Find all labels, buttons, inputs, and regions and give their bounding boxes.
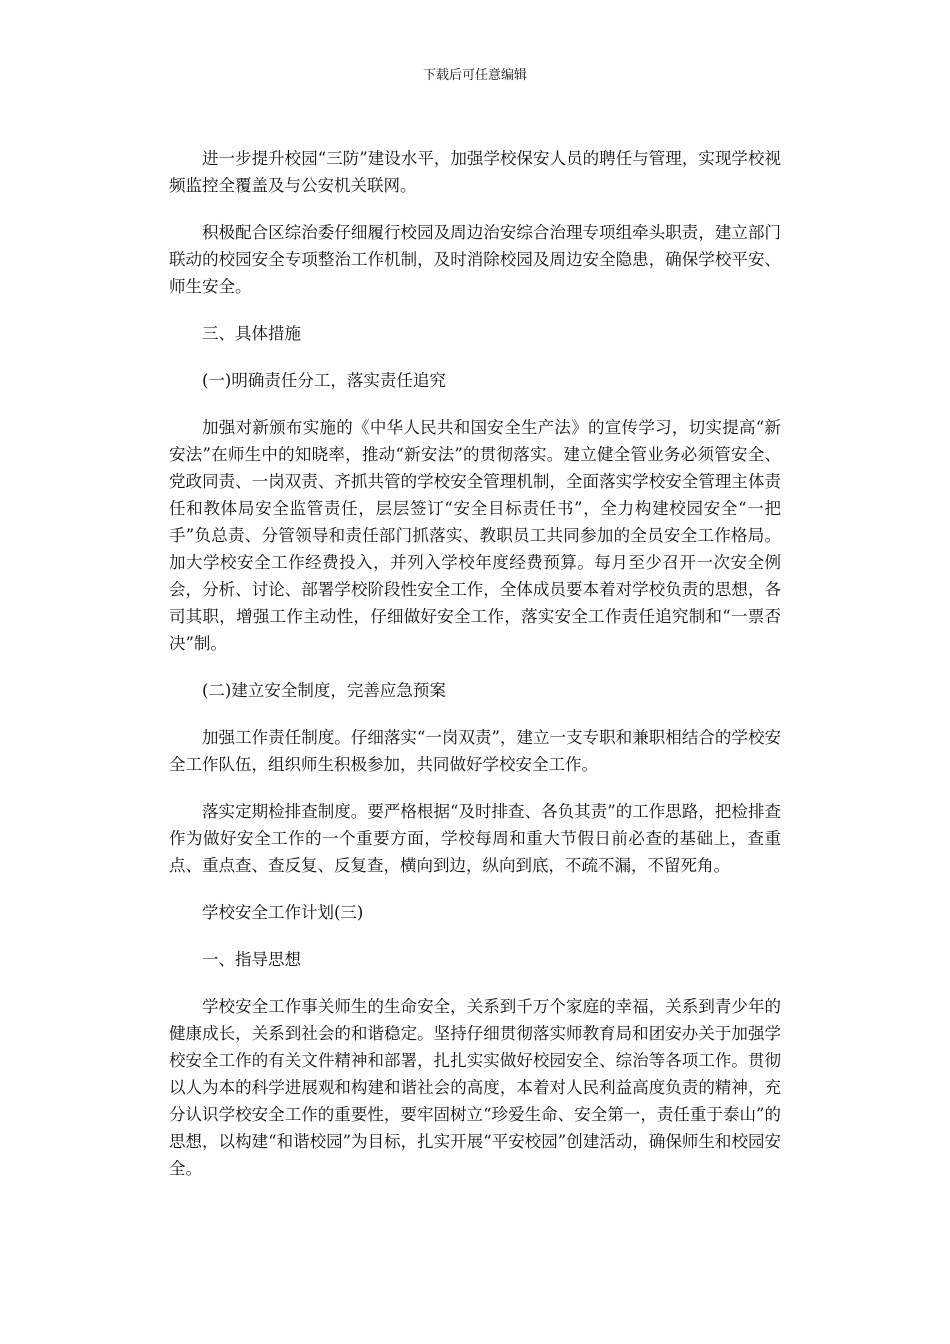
- subheading-safety-system: (二)建立安全制度，完善应急预案: [202, 681, 446, 700]
- subheading-responsibility: (一)明确责任分工，落实责任追究: [202, 371, 446, 390]
- paragraph-three-defenses: 进一步提升校园“三防”建设水平，加强学校保安人员的聘任与管理，实现学校视频监控全覆盖及与公安机关联网。: [169, 149, 781, 195]
- section-heading-guiding-thought: 一、指导思想: [202, 950, 301, 969]
- paragraph-guiding-thought: 学校安全工作事关师生的生命安全，关系到千万个家庭的幸福，关系到青少年的健康成长，关系到社会的和谐稳定。坚持仔细贯彻落实师教育局和团安办关于加强学校安全工作的有关文件精神和部署，扎扎实实做好校园安全、综治等各项工作。贯彻以人为本的科学进展观和构建和谐社会的高度，本着对人民利益高度负责的精神，充分认识学校安全工作的重要性，要牢固树立“珍爱生命、安全第一，责任重于泰山”的思想，以构建“和谐校园”为目标，扎实开展“平安校园”创建活动，确保师生和校园安全。: [169, 997, 781, 1178]
- paragraph-responsibility-system: 加强工作责任制度。仔细落实“一岗双责”，建立一支专职和兼职相结合的学校安全工作队伍，组织师生积极参加，共同做好学校安全工作。: [169, 728, 781, 774]
- paragraph-inspection-system: 落实定期检排查制度。要严格根据“及时排查、各负其责”的工作思路，把检排查作为做好安全工作的一个重要方面，学校每周和重大节假日前必查的基础上，查重点、重点查、查反复、反复查，横向到边，纵向到底，不疏不漏，不留死角。: [169, 802, 781, 875]
- section-heading-measures: 三、具体措施: [202, 324, 301, 343]
- paragraph-safety-law: 加强对新颁布实施的《中华人民共和国安全生产法》的宣传学习，切实提高“新安法”在师生中的知晓率，推动“新安法”的贯彻落实。建立健全管业务必须管安全、党政同责、一岗双责、齐抓共管的学校安全管理机制，全面落实学校安全管理主体责任和教体局安全监管责任，层层签订“安全目标责任书”，全力构建校园安全“一把手”负总责、分管领导和责任部门抓落实、教职员工共同参加的全员安全工作格局。加大学校安全工作经费投入，并列入学校年度经费预算。每月至少召开一次安全例会，分析、讨论、部署学校阶段性安全工作，全体成员要本着对学校负责的思想，各司其职，增强工作主动性，仔细做好安全工作，落实安全工作责任追究制和“一票否决”制。: [169, 418, 781, 653]
- document-body: [169, 145, 781, 1202]
- paragraph-coordination: 积极配合区综治委仔细履行校园及周边治安综合治理专项组牵头职责，建立部门联动的校园安全专项整治工作机制，及时消除校园及周边安全隐患，确保学校平安、师生安全。: [169, 223, 781, 296]
- plan-title: 学校安全工作计划(三): [202, 903, 364, 922]
- page-header: 下载后可任意编辑: [422, 68, 527, 83]
